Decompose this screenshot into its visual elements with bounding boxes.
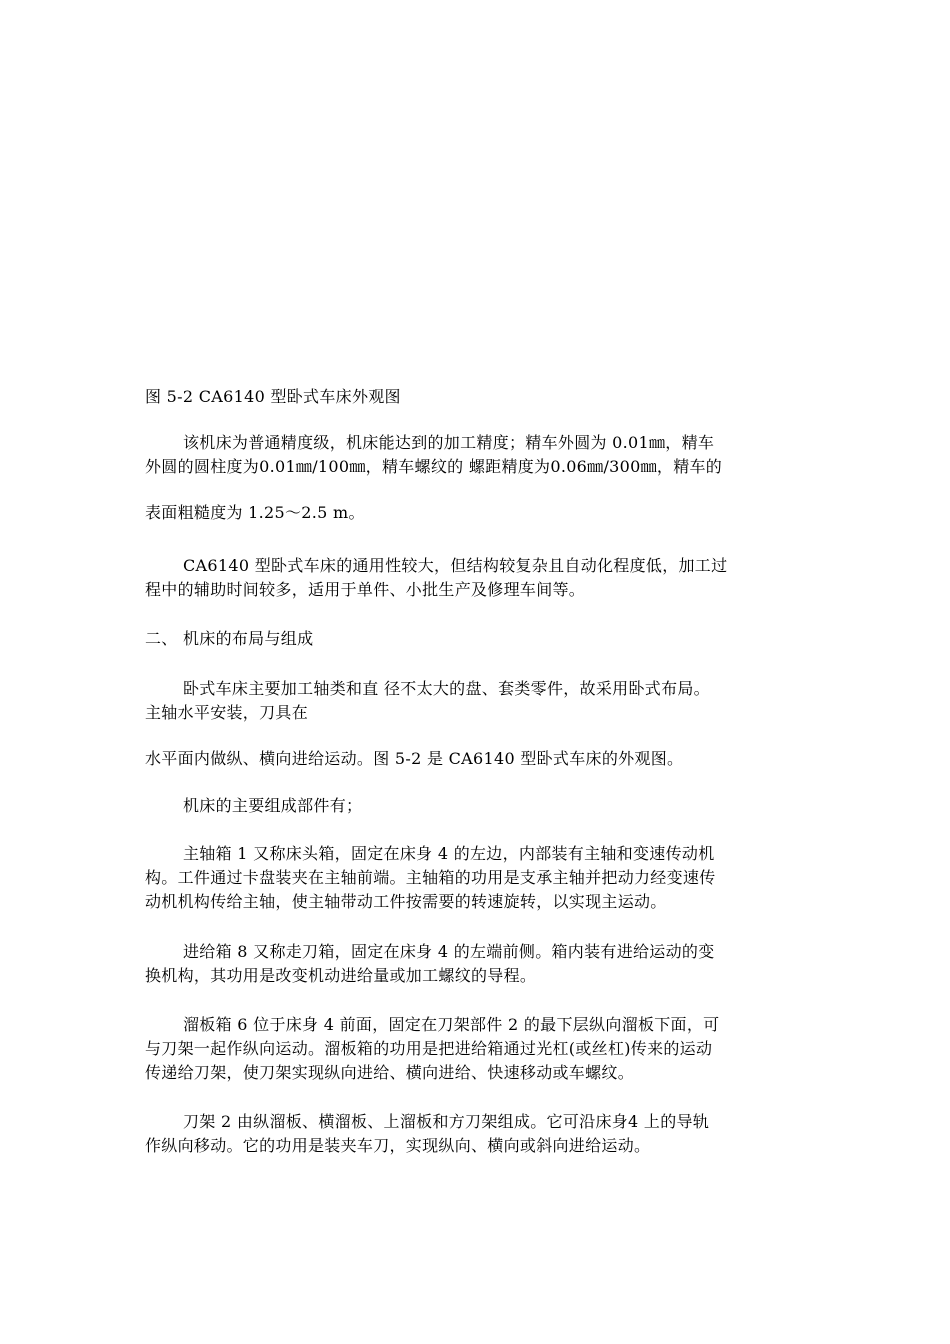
paragraph-usage-line-2: 程中的辅助时间较多，适用于单件、小批生产及修理车间等。 (145, 580, 586, 599)
paragraph-headstock-line-3: 动机机构传给主轴，使主轴带动工件按需要的转速旋转，以实现主运动。 (145, 892, 667, 911)
paragraph-precision-line-3: 表面粗糙度为 1.25～2.5 m。 (145, 503, 365, 522)
paragraph-layout-line-3: 水平面内做纵、横向进给运动。图 5-2 是 CA6140 型卧式车床的外观图。 (145, 749, 684, 768)
paragraph-feedbox-line-2: 换机构，其功用是改变机动进给量或加工螺纹的导程。 (145, 966, 537, 985)
paragraph-apron-line-2: 与刀架一起作纵向运动。溜板箱的功用是把进给箱通过光杠(或丝杠)传来的运动 (145, 1039, 713, 1058)
figure-placeholder (145, 40, 810, 370)
paragraph-headstock-line-1: 主轴箱 1 又称床头箱，固定在床身 4 的左边，内部装有主轴和变速传动机 (183, 844, 715, 863)
paragraph-apron-line-1: 溜板箱 6 位于床身 4 前面，固定在刀架部件 2 的最下层纵向溜板下面，可 (183, 1015, 720, 1034)
figure-caption: 图 5-2 CA6140 型卧式车床外观图 (145, 387, 401, 406)
paragraph-toolpost-line-2: 作纵向移动。它的功用是装夹车刀，实现纵向、横向或斜向进给运动。 (145, 1136, 651, 1155)
paragraph-precision-line-1: 该机床为普通精度级，机床能达到的加工精度；精车外圆为 0.01㎜，精车 (183, 433, 715, 452)
paragraph-headstock-line-2: 构。工件通过卡盘装夹在主轴前端。主轴箱的功用是支承主轴并把动力经变速传 (145, 868, 716, 887)
paragraph-usage-line-1: CA6140 型卧式车床的通用性较大，但结构较复杂且自动化程度低，加工过 (183, 556, 728, 575)
section-heading: 二、 机床的布局与组成 (145, 629, 314, 648)
paragraph-layout-line-1: 卧式车床主要加工轴类和直 径不太大的盘、套类零件，故采用卧式布局。 (183, 679, 710, 698)
paragraph-layout-line-2: 主轴水平安装，刀具在 (145, 703, 309, 722)
paragraph-toolpost-line-1: 刀架 2 由纵溜板、横溜板、上溜板和方刀架组成。它可沿床身4 上的导轨 (183, 1112, 710, 1131)
paragraph-components-intro: 机床的主要组成部件有； (183, 796, 363, 815)
paragraph-apron-line-3: 传递给刀架，使刀架实现纵向进给、横向进给、快速移动或车螺纹。 (145, 1063, 635, 1082)
paragraph-feedbox-line-1: 进给箱 8 又称走刀箱，固定在床身 4 的左端前侧。箱内装有进给运动的变 (183, 942, 715, 961)
paragraph-precision-line-2: 外圆的圆柱度为0.01㎜/100㎜，精车螺纹的 螺距精度为0.06㎜/300㎜，精车的 (145, 457, 723, 476)
